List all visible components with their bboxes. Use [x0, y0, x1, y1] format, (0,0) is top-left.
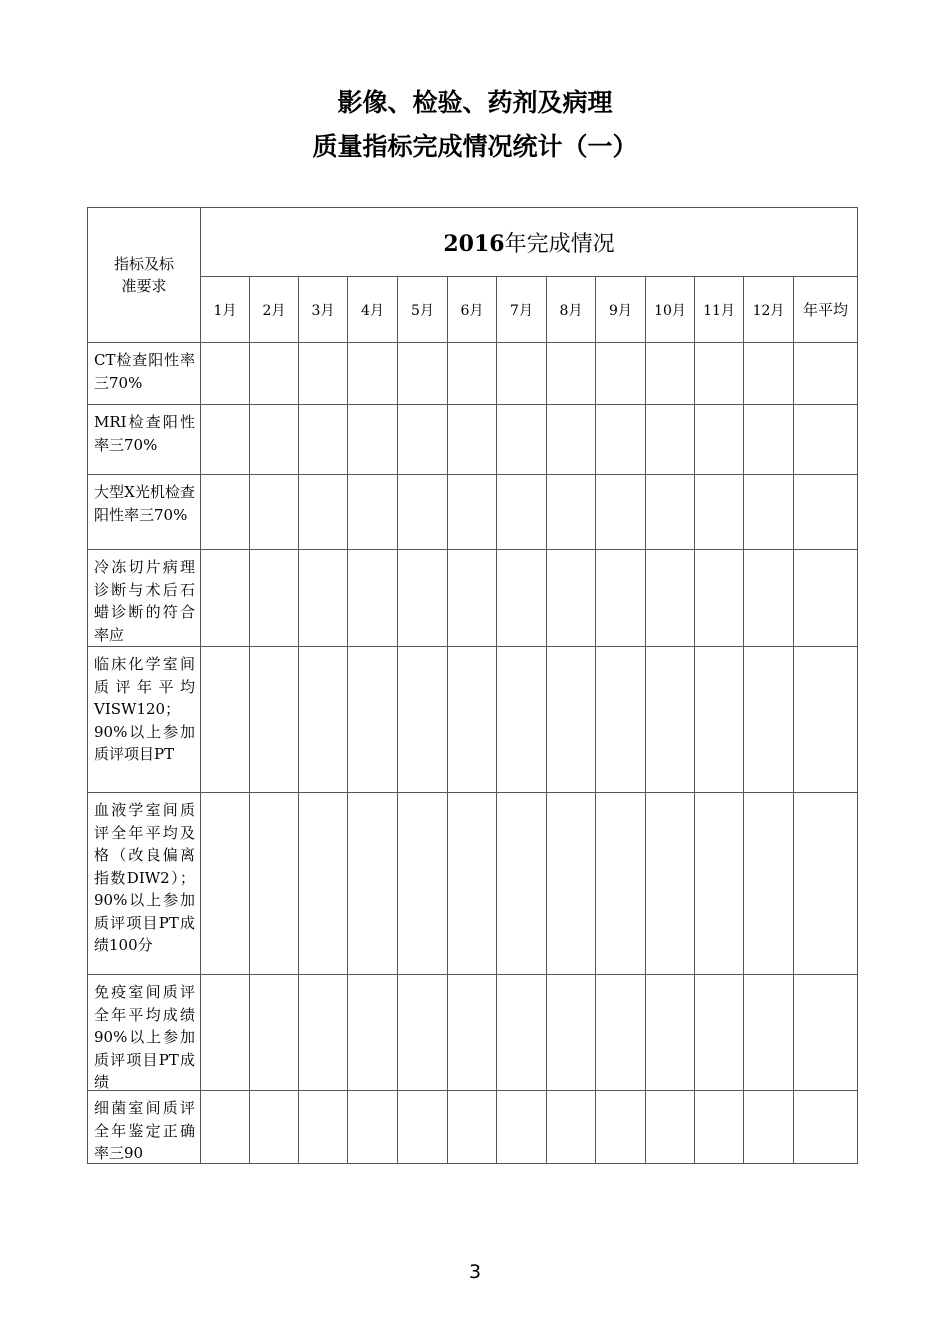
indicator-label-cell — [88, 975, 201, 1091]
value-cell — [497, 793, 547, 975]
indicator-label-cell — [88, 405, 201, 475]
value-cell — [299, 1091, 348, 1164]
value-cell — [547, 475, 596, 550]
header-indicator-cell — [88, 208, 201, 343]
value-cell — [201, 647, 250, 793]
value-cell — [695, 975, 744, 1091]
value-cell — [596, 550, 646, 647]
indicator-label: 细菌室间质评全年鉴定正确率三90 — [94, 1099, 195, 1162]
month-header-cell: 6月 — [448, 277, 497, 343]
month-header-cell: 3月 — [299, 277, 348, 343]
value-cell — [448, 1091, 497, 1164]
indicator-label-cell — [88, 1091, 201, 1164]
value-cell — [398, 793, 448, 975]
value-cell — [201, 1091, 250, 1164]
value-cell — [646, 793, 695, 975]
header-year-cell — [201, 208, 858, 277]
month-header-cell: 1月 — [201, 277, 250, 343]
value-cell — [299, 793, 348, 975]
page-title-line1: 影像、检验、药剂及病理 — [337, 88, 613, 117]
value-cell — [646, 405, 695, 475]
table-row — [88, 475, 858, 550]
value-cell — [398, 647, 448, 793]
indicator-label: 冷冻切片病理诊断与术后石蜡诊断的符合率应 — [94, 558, 195, 644]
indicator-label-cell — [88, 343, 201, 405]
value-cell — [299, 975, 348, 1091]
value-cell — [497, 647, 547, 793]
table-row — [88, 793, 858, 975]
value-cell — [448, 405, 497, 475]
indicator-label-cell — [88, 793, 201, 975]
value-cell — [250, 793, 299, 975]
month-header-cell: 5月 — [398, 277, 448, 343]
value-cell — [744, 975, 794, 1091]
value-cell — [448, 475, 497, 550]
value-cell — [250, 550, 299, 647]
value-cell — [201, 405, 250, 475]
value-cell — [596, 1091, 646, 1164]
value-cell — [348, 793, 398, 975]
value-cell — [201, 975, 250, 1091]
month-header-cell: 12月 — [744, 277, 794, 343]
value-cell — [250, 343, 299, 405]
month-header-cell: 7月 — [497, 277, 547, 343]
value-cell — [448, 975, 497, 1091]
value-cell — [348, 343, 398, 405]
value-cell — [398, 550, 448, 647]
value-cell — [398, 405, 448, 475]
indicator-label: MRI检查阳性率三70% — [94, 413, 195, 454]
value-cell — [547, 405, 596, 475]
value-cell — [250, 975, 299, 1091]
value-cell — [250, 405, 299, 475]
indicator-label: CT检查阳性率三70% — [94, 351, 195, 392]
indicator-label-cell — [88, 475, 201, 550]
value-cell — [497, 550, 547, 647]
value-cell — [398, 343, 448, 405]
value-cell — [596, 975, 646, 1091]
table-row — [88, 343, 858, 405]
indicator-label-cell — [88, 647, 201, 793]
value-cell — [299, 550, 348, 647]
value-cell — [547, 550, 596, 647]
month-header-cell: 10月 — [646, 277, 695, 343]
indicator-label: 临床化学室间质评年平均VISW120；90%以上参加质评项目PT — [94, 655, 195, 763]
month-header-cell: 年平均 — [794, 277, 858, 343]
value-cell — [348, 647, 398, 793]
value-cell — [250, 475, 299, 550]
value-cell — [497, 475, 547, 550]
value-cell — [398, 1091, 448, 1164]
value-cell — [201, 550, 250, 647]
value-cell — [547, 647, 596, 793]
page-title-line2: 质量指标完成情况统计（一） — [312, 132, 638, 161]
value-cell — [299, 405, 348, 475]
table-row — [88, 550, 858, 647]
value-cell — [547, 793, 596, 975]
value-cell — [646, 975, 695, 1091]
value-cell — [348, 550, 398, 647]
value-cell — [398, 975, 448, 1091]
month-header-cell: 9月 — [596, 277, 646, 343]
value-cell — [794, 475, 858, 550]
value-cell — [695, 550, 744, 647]
value-cell — [497, 405, 547, 475]
value-cell — [596, 793, 646, 975]
value-cell — [744, 793, 794, 975]
page-number: 3 — [468, 1261, 482, 1283]
header-indicator-label: 指标及标准要求 — [114, 255, 175, 295]
table-row — [88, 975, 858, 1091]
value-cell — [744, 343, 794, 405]
value-cell — [299, 647, 348, 793]
value-cell — [794, 405, 858, 475]
value-cell — [744, 550, 794, 647]
value-cell — [695, 647, 744, 793]
value-cell — [744, 405, 794, 475]
value-cell — [646, 475, 695, 550]
value-cell — [497, 343, 547, 405]
value-cell — [794, 343, 858, 405]
value-cell — [646, 647, 695, 793]
value-cell — [695, 405, 744, 475]
value-cell — [744, 475, 794, 550]
value-cell — [695, 1091, 744, 1164]
value-cell — [201, 793, 250, 975]
value-cell — [744, 647, 794, 793]
month-header-cell: 11月 — [695, 277, 744, 343]
value-cell — [398, 475, 448, 550]
month-header-cell: 8月 — [547, 277, 596, 343]
value-cell — [695, 343, 744, 405]
value-cell — [348, 1091, 398, 1164]
value-cell — [646, 1091, 695, 1164]
indicator-label-cell — [88, 550, 201, 647]
value-cell — [348, 475, 398, 550]
value-cell — [448, 647, 497, 793]
value-cell — [497, 975, 547, 1091]
value-cell — [646, 343, 695, 405]
value-cell — [695, 793, 744, 975]
value-cell — [250, 647, 299, 793]
value-cell — [448, 343, 497, 405]
value-cell — [596, 647, 646, 793]
value-cell — [794, 793, 858, 975]
value-cell — [646, 550, 695, 647]
table-row — [88, 1091, 858, 1164]
value-cell — [596, 405, 646, 475]
value-cell — [299, 343, 348, 405]
value-cell — [794, 1091, 858, 1164]
table-row — [88, 405, 858, 475]
value-cell — [794, 975, 858, 1091]
value-cell — [794, 550, 858, 647]
month-header-row — [88, 277, 858, 343]
value-cell — [547, 343, 596, 405]
table-row — [88, 647, 858, 793]
value-cell — [794, 647, 858, 793]
value-cell — [201, 343, 250, 405]
value-cell — [596, 475, 646, 550]
month-header-cell: 2月 — [250, 277, 299, 343]
value-cell — [250, 1091, 299, 1164]
month-header-cell: 4月 — [348, 277, 398, 343]
value-cell — [744, 1091, 794, 1164]
value-cell — [497, 1091, 547, 1164]
value-cell — [448, 793, 497, 975]
indicator-label: 血液学室间质评全年平均及格（改良偏离指数DIW2）；90%以上参加质评项目PT成绩100分 — [94, 801, 195, 954]
header-year-suffix: 年完成情况 — [504, 231, 615, 257]
value-cell — [695, 475, 744, 550]
indicator-label: 免疫室间质评全年平均成绩90%以上参加质评项目PT成绩 — [94, 983, 195, 1090]
value-cell — [547, 1091, 596, 1164]
value-cell — [348, 975, 398, 1091]
value-cell — [596, 343, 646, 405]
value-cell — [201, 475, 250, 550]
value-cell — [448, 550, 497, 647]
value-cell — [547, 975, 596, 1091]
value-cell — [348, 405, 398, 475]
value-cell — [299, 475, 348, 550]
indicator-label: 大型X光机检查阳性率三70% — [94, 483, 195, 524]
quality-indicator-table — [87, 207, 858, 1164]
header-year: 2016 — [443, 230, 505, 257]
